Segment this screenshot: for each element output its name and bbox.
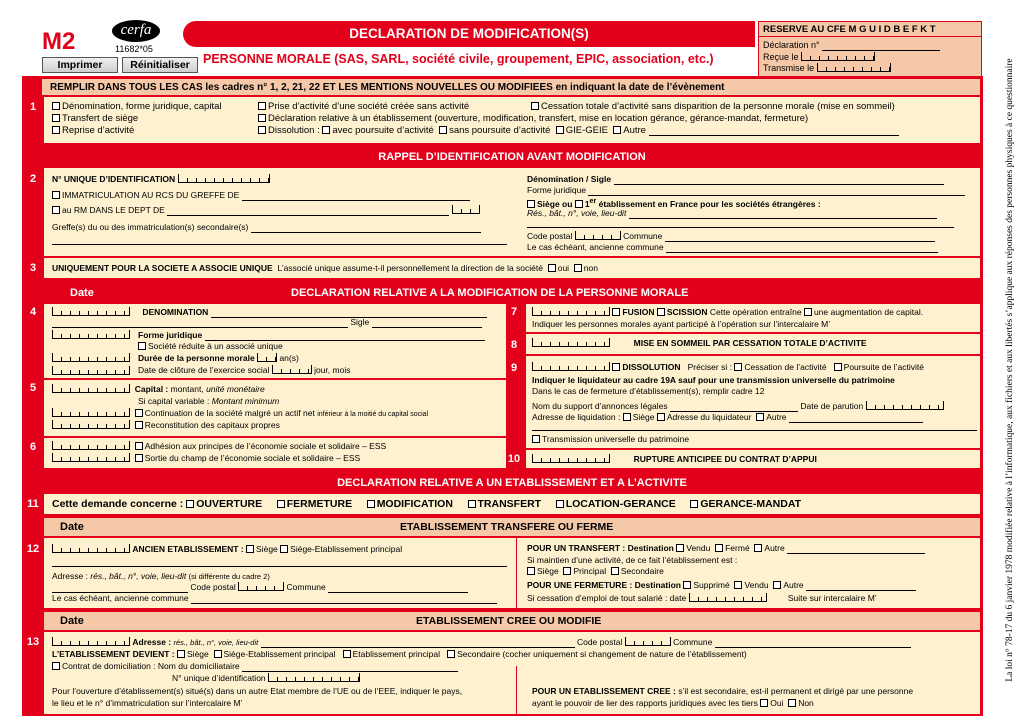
section-3-number: 3 xyxy=(29,262,37,274)
s2-rcs[interactable]: IMMATRICULATION AU RCS DU GREFFE DE xyxy=(52,190,470,201)
s2-forme[interactable]: Forme juridique xyxy=(527,185,965,196)
s1-cessation[interactable]: Cessation totale d’activité sans disparition de la personne morale (mise en sommeil) xyxy=(531,101,895,112)
s2-rm[interactable]: au RM DANS LE DEPT DE xyxy=(52,205,480,216)
section-6-number: 6 xyxy=(29,441,37,453)
s1-etablissement[interactable]: Déclaration relative à un établissement (ouverture, modification, transfert, mise en location gérance, gérance-mandat, fermeture) xyxy=(258,113,808,124)
s12-emploi[interactable]: Si cessation d’emploi de tout salarié : date Suite sur intercalaire M’ xyxy=(527,593,877,603)
decl-pm-title: DECLARATION RELATIVE A LA MODIFICATION DE LA PERSONNE MORALE xyxy=(291,287,689,299)
s2-greffes[interactable]: Greffe(s) du ou des immatriculation(s) secondaire(s) xyxy=(52,222,481,233)
s12-ancien[interactable]: ANCIEN ETABLISSEMENT : Siège Siège-Etablissement principal xyxy=(52,544,402,555)
etab-cm-date: Date xyxy=(60,615,84,627)
s2-adresse[interactable]: Rés., bât., n°, voie, lieu-dit xyxy=(527,208,937,219)
s12-fermeture[interactable]: POUR UNE FERMETURE : Destination Supprimé Vendu Autre xyxy=(527,580,916,591)
s9-liquidateur: Indiquer le liquidateur au cadre 19A sauf pour une transmission universelle du patrimoine xyxy=(532,375,895,385)
s2-denomination[interactable]: Dénomination / Sigle xyxy=(527,174,944,185)
etab-tf-title: ETABLISSEMENT TRANSFERE OU FERME xyxy=(400,521,614,533)
s6-sortie[interactable]: Sortie du champ de l’économie sociale et solidaire – ESS xyxy=(52,453,360,464)
s13-adresse[interactable]: Adresse : rés., bât., n°, voie, lieu-dit Code postal Commune xyxy=(52,637,911,648)
etab-cm-title: ETABLISSEMENT CREE OU MODIFIE xyxy=(416,615,602,627)
s1-transfert[interactable]: Transfert de siège xyxy=(52,113,138,124)
s5-variable[interactable]: Si capital variable : Montant minimum xyxy=(138,396,280,406)
s4-forme[interactable]: Forme juridique xyxy=(138,330,485,341)
rappel-header: RAPPEL D’IDENTIFICATION AVANT MODIFICATION xyxy=(44,148,980,166)
form-subtitle: PERSONNE MORALE (SAS, SARL, société civile, groupement, EPIC, association, etc.) xyxy=(203,52,714,66)
s4-reduite[interactable]: Société réduite à un associé unique xyxy=(138,341,283,352)
section-11-number: 11 xyxy=(27,498,39,510)
s2-siege[interactable]: Siège ou 1er établissement en France pour les sociétés étrangères : xyxy=(527,196,821,210)
section-13-number: 13 xyxy=(26,636,40,648)
s4-cloture[interactable]: Date de clôture de l’exercice social jour, mois xyxy=(138,365,351,375)
section-9-number: 9 xyxy=(510,362,518,374)
section-12-number: 12 xyxy=(26,543,40,555)
s2-ancienne[interactable]: Le cas échéant, ancienne commune xyxy=(527,242,938,253)
s9-tup[interactable]: Transmission universelle du patrimoine xyxy=(532,434,689,445)
s7-fusion[interactable]: FUSION SCISSION Cette opération entraîne une augmentation de capital. xyxy=(532,307,923,318)
s4-date-fields[interactable] xyxy=(52,330,130,341)
print-button[interactable]: Imprimer xyxy=(42,57,118,73)
s1-prise[interactable]: Prise d’activité d’une société créée sans activité xyxy=(258,101,469,112)
s4-sigle[interactable]: Sigle xyxy=(52,317,482,328)
cerfa-number: 11682*05 xyxy=(115,44,153,54)
s12-adresse[interactable]: Adresse : rés., bât., n°, voie, lieu-dit (si différente du cadre 2) xyxy=(52,571,270,581)
instruction-text: REMPLIR DANS TOUS LES CAS les cadres n° 1, 2, 21, 22 ET LES MENTIONS NOUVELLES OU MODIFIEES en indiquant la date de l’évènement xyxy=(50,82,725,93)
etab-tf-date: Date xyxy=(60,521,84,533)
decl-pm-date: Date xyxy=(70,287,94,299)
form-code: M2 xyxy=(42,28,76,55)
s12-maintien: Si maintien d’une activité, de ce fait l’établissement est : xyxy=(527,555,738,565)
s2-cp[interactable]: Code postal Commune xyxy=(527,231,935,242)
s5-reconstitution[interactable]: Reconstitution des capitaux propres xyxy=(52,420,280,431)
reset-button[interactable]: Réinitialiser xyxy=(122,57,198,73)
section-2-number: 2 xyxy=(29,173,37,185)
s12-nature[interactable]: Siège Principal Secondaire xyxy=(527,566,664,577)
s13-pue: POUR UN ETABLISSEMENT CREE : s’il est secondaire, est-il permanent et dirigé par une personne xyxy=(532,686,914,696)
s13-devient[interactable]: L’ETABLISSEMENT DEVIENT : Siège Siège-Etablissement principal Etablissement principal Secondaire (cocher uniquement si changement de nature de l’établissement) xyxy=(52,649,747,659)
reserve-transmise: Transmise le xyxy=(763,63,891,74)
s8-text[interactable]: MISE EN SOMMEIL PAR CESSATION TOTALE D’ACTIVITE xyxy=(532,338,867,349)
decl-etab-header: DECLARATION RELATIVE A UN ETABLISSEMENT ET A L’ACTIVITE xyxy=(44,474,980,492)
section-5-number: 5 xyxy=(29,382,37,394)
s9-support[interactable]: Nom du support d’annonces légales Date de parution xyxy=(532,401,944,412)
s13-ouverture: Pour l’ouverture d’établissement(s) situé(s) dans un autre Etat membre de l’UE ou de l’EEE, indiquer le pays, xyxy=(52,686,463,696)
s1-denomination[interactable]: Dénomination, forme juridique, capital xyxy=(52,101,221,112)
section-1-number: 1 xyxy=(29,101,37,113)
reserve-title: RESERVE AU CFE M G U I D B E F K T xyxy=(763,24,936,35)
s4-date-fields-2[interactable] xyxy=(52,353,130,364)
s7-indiquer: Indiquer les personnes morales ayant participé à l’opération sur l’intercalaire M’ xyxy=(532,319,831,329)
s6-adhesion[interactable]: Adhésion aux principes de l’économie sociale et solidaire – ESS xyxy=(52,441,386,452)
s3-text[interactable]: UNIQUEMENT POUR LA SOCIETE A ASSOCIE UNIQUE L’associé unique assume-t-il personnellement la direction de la société oui non xyxy=(52,263,598,273)
s12-transfert[interactable]: POUR UN TRANSFERT : Destination Vendu Fermé Autre xyxy=(527,543,925,554)
s9-cas: Dans le cas de fermeture d’établissement(s), remplir cadre 12 xyxy=(532,386,765,396)
s13-lieu: le lieu et le n° d’immatriculation sur l’intercalaire M’ xyxy=(52,698,243,708)
s12-ancienne[interactable]: Le cas échéant, ancienne commune xyxy=(52,593,497,604)
title-banner: DECLARATION DE MODIFICATION(S) xyxy=(183,21,755,47)
s13-pue3[interactable]: ayant le pouvoir de lier des rapports juridiques avec les tiers Oui Non xyxy=(532,698,814,708)
section-8-number: 8 xyxy=(510,339,518,351)
s2-nui[interactable]: N° UNIQUE D’IDENTIFICATION xyxy=(52,174,270,185)
s10-text[interactable]: RUPTURE ANTICIPEE DU CONTRAT D’APPUI xyxy=(532,454,817,465)
cerfa-logo: cerfa xyxy=(112,20,160,42)
s12-cp[interactable]: Code postal Commune xyxy=(52,582,468,593)
s1-reprise[interactable]: Reprise d’activité xyxy=(52,125,134,136)
s13-numid[interactable]: N° unique d’identification xyxy=(172,673,360,684)
s9-dissolution[interactable]: DISSOLUTION Préciser si : Cessation de l’activité Poursuite de l’activité xyxy=(532,362,924,373)
section-7-number: 7 xyxy=(510,306,518,318)
section-10-number: 10 xyxy=(507,453,521,465)
reserve-declaration: Déclaration n° xyxy=(763,40,940,51)
s9-adresse[interactable]: Adresse de liquidation : Siège Adresse du liquidateur Autre xyxy=(532,412,923,423)
s5-capital[interactable]: Capital : montant, unité monétaire xyxy=(52,384,265,395)
s4-denomination[interactable]: DENOMINATION xyxy=(52,307,487,318)
section-4-number: 4 xyxy=(29,306,37,318)
reserve-recue: Reçue le xyxy=(763,52,875,63)
legal-side-note: La loi n° 78-17 du 6 janvier 1978 modifiée relative à l’informatique, aux fichiers et aux libertés s’applique aux réponses des personnes physiques à ce questionnaire xyxy=(1005,58,1015,682)
s4-duree[interactable]: Durée de la personne morale an(s) xyxy=(138,353,299,363)
s1-dissolution[interactable]: Dissolution : avec poursuite d’activité sans poursuite d’activité GIE-GEIE Autre xyxy=(258,125,899,136)
s11-options[interactable]: Cette demande concerne : OUVERTURE FERMETURE MODIFICATION TRANSFERT LOCATION-GERANCE GERANCE-MANDAT xyxy=(52,498,802,510)
s13-domic[interactable]: Contrat de domiciliation : Nom du domiciliataire xyxy=(52,661,458,672)
s5-continuation[interactable]: Continuation de la société malgré un actif net inférieur à la moitié du capital social xyxy=(52,408,428,420)
s4-date-fields-3[interactable] xyxy=(52,366,130,377)
